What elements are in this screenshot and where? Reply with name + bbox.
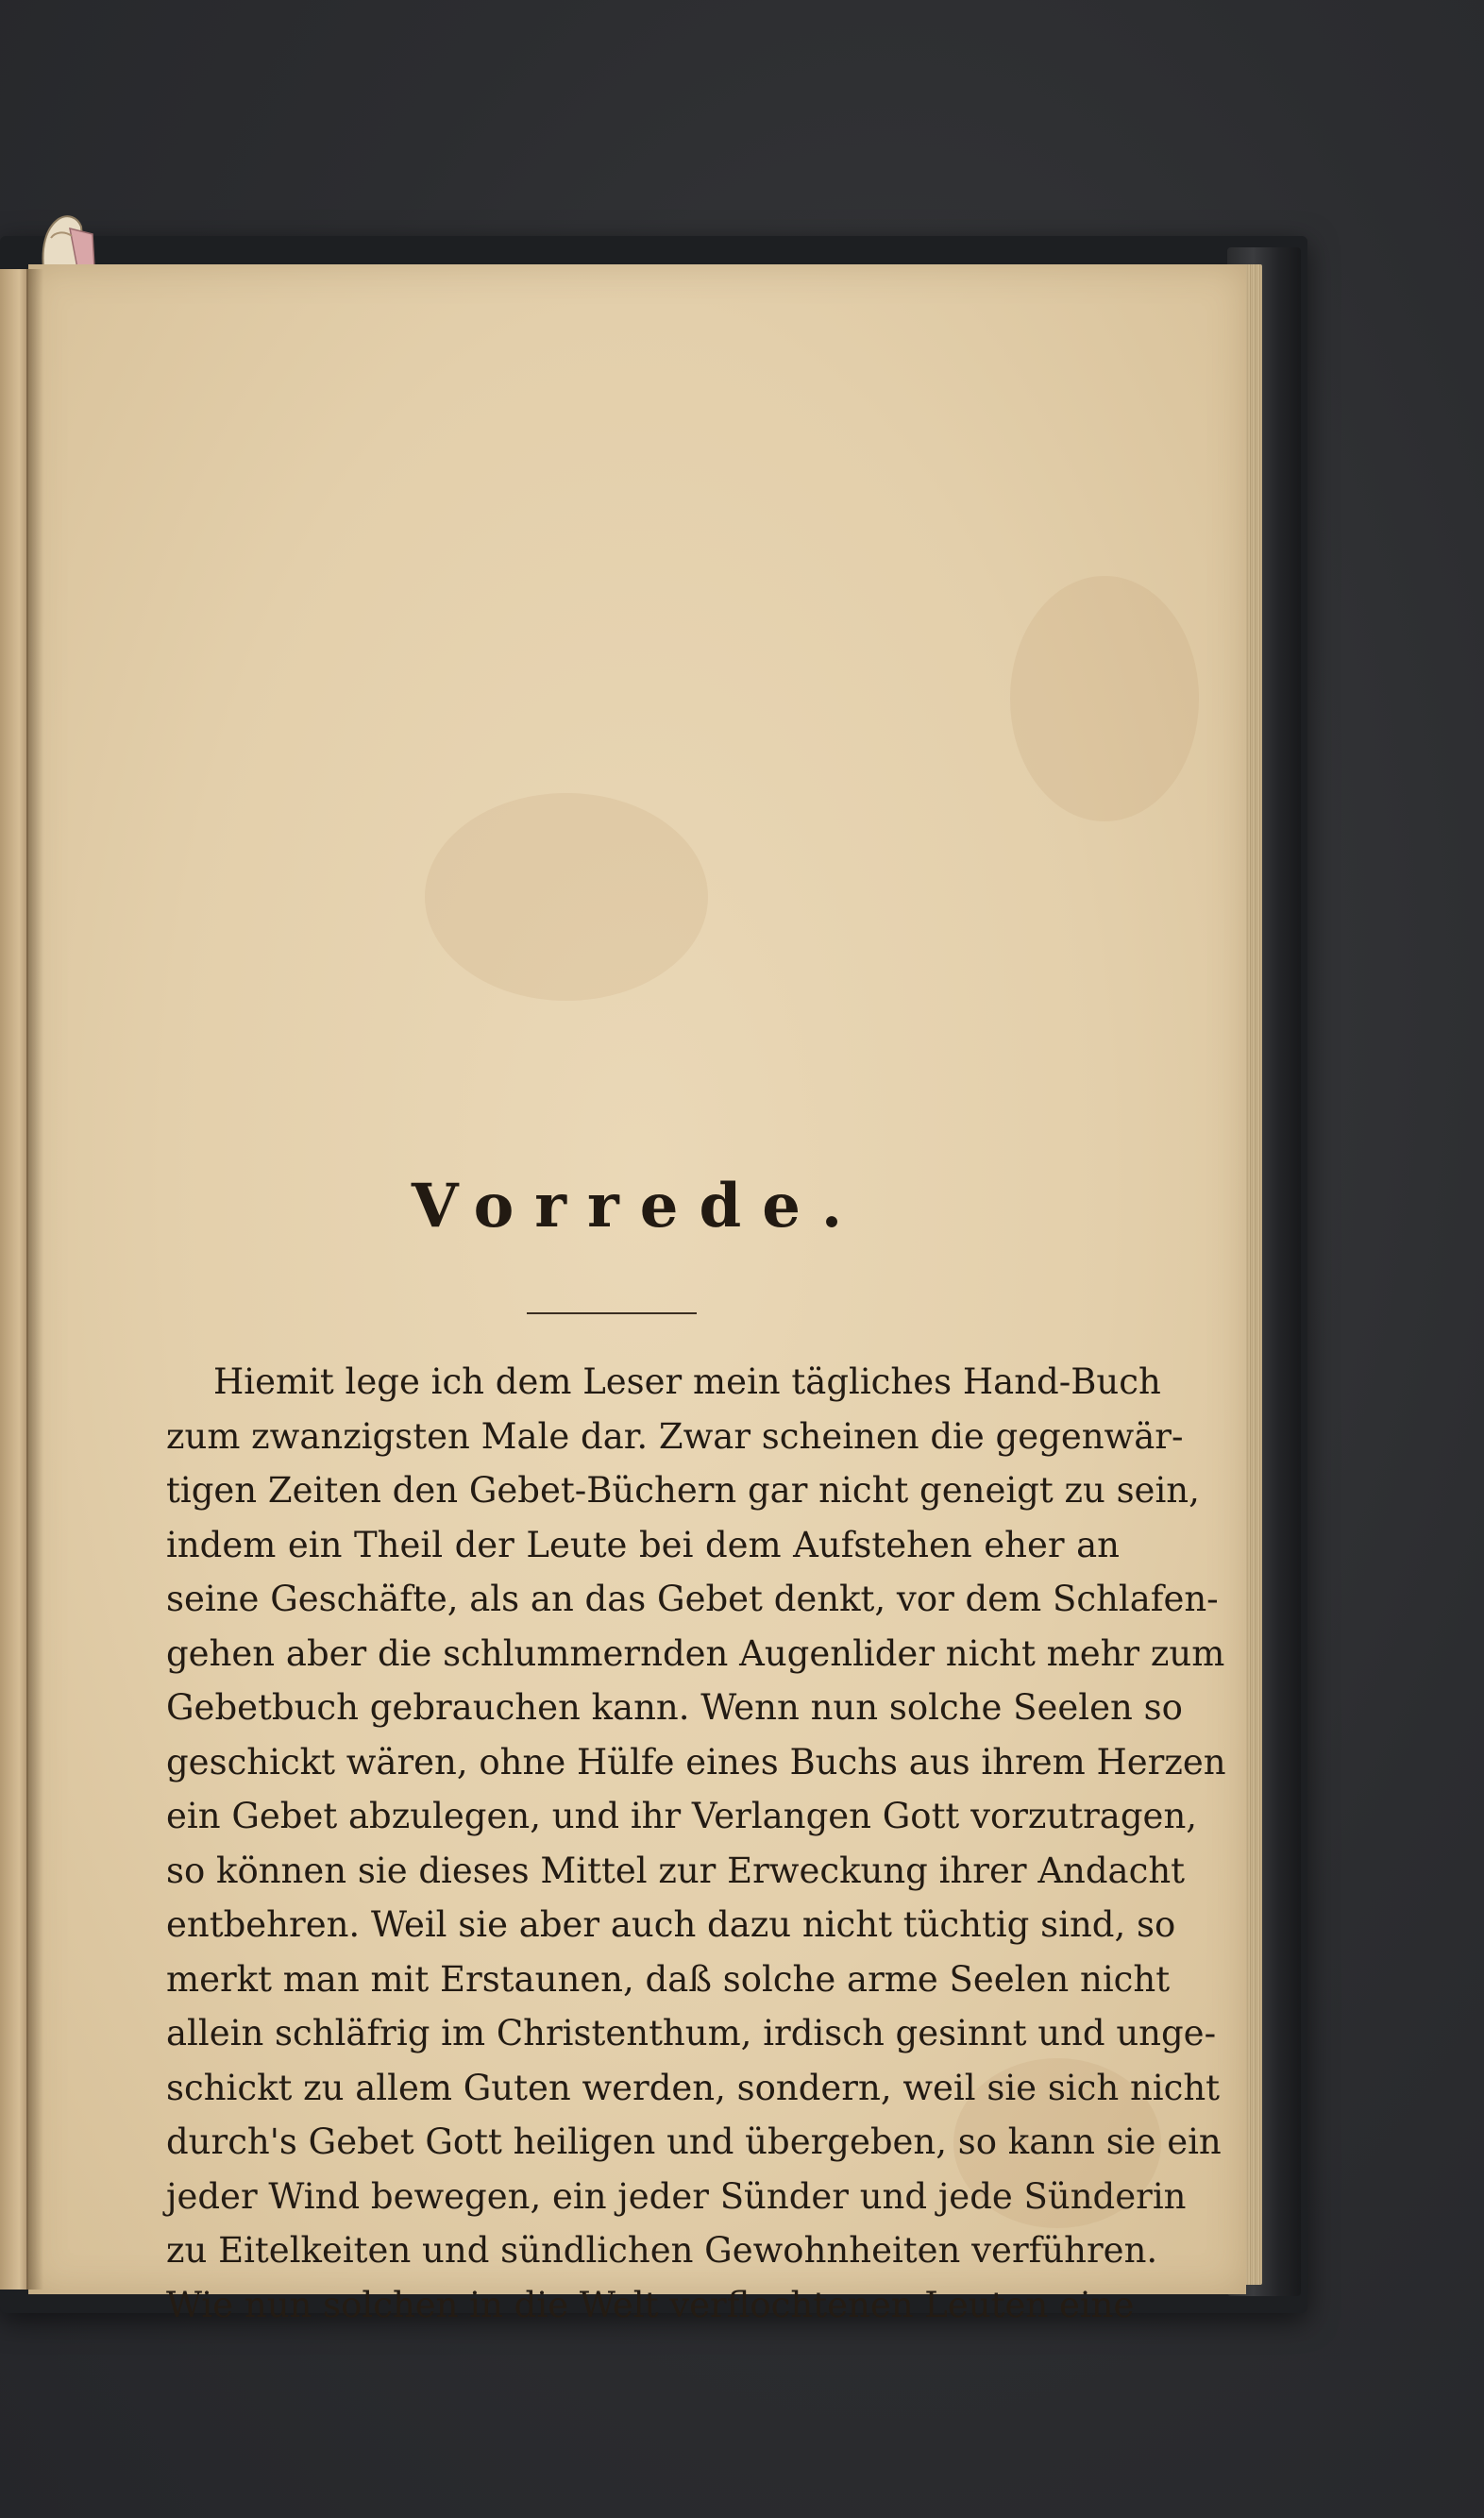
text-line: schickt zu allem Guten werden, sondern, weil sie sich nicht — [166, 2067, 1221, 2108]
paper-stain — [1010, 576, 1199, 821]
paper-stain — [425, 793, 708, 1001]
text-line: jeder Wind bewegen, ein jeder Sünder und jede Sünderin — [166, 2175, 1187, 2217]
title-divider — [527, 1312, 697, 1314]
text-line: tigen Zeiten den Gebet-Büchern gar nicht geneigt zu sein, — [166, 1470, 1200, 1511]
text-line: zum zwanzigsten Male dar. Zwar scheinen die gegenwär- — [166, 1415, 1184, 1457]
text-line: merkt man mit Erstaunen, daß solche arme Seelen nicht — [166, 1958, 1171, 2000]
body-paragraph — [166, 1355, 1226, 2332]
text-line: geschickt wären, ohne Hülfe eines Buchs aus ihrem Herzen — [166, 1741, 1226, 1783]
text-line: Gebetbuch gebrauchen kann. Wenn nun solche Seelen so — [166, 1687, 1183, 1728]
book-page — [28, 264, 1246, 2325]
text-line: allein schläfrig im Christenthum, irdisch gesinnt und unge- — [166, 2013, 1217, 2053]
text-line: Hiemit lege ich dem Leser mein tägliches Hand-Buch — [213, 1361, 1161, 1402]
text-line: durch's Gebet Gott heiligen und übergeben, so kann sie ein — [166, 2121, 1222, 2162]
text-line: so können sie dieses Mittel zur Erweckung ihrer Andacht — [166, 1850, 1186, 1891]
text-line: gehen aber die schlummernden Augenlider nicht mehr zum — [166, 1632, 1225, 1674]
text-line: entbehren. Weil sie aber auch dazu nicht tüchtig sind, so — [166, 1904, 1176, 1945]
page-gutter-shadow — [26, 269, 43, 2290]
text-line: Wie nun solchen in die Welt verflochtenen Leuten eine — [166, 2284, 1135, 2325]
text-line: indem ein Theil der Leute bei dem Aufstehen eher an — [166, 1524, 1120, 1565]
text-line: zu Eitelkeiten und sündlichen Gewohnheiten verführen. — [166, 2230, 1158, 2271]
page-title: Vorrede. — [411, 1171, 864, 1242]
text-line: ein Gebet abzulegen, und ihr Verlangen Gott vorzutragen, — [166, 1796, 1198, 1836]
text-line: seine Geschäfte, als an das Gebet denkt, vor dem Schlafen- — [166, 1579, 1219, 1619]
